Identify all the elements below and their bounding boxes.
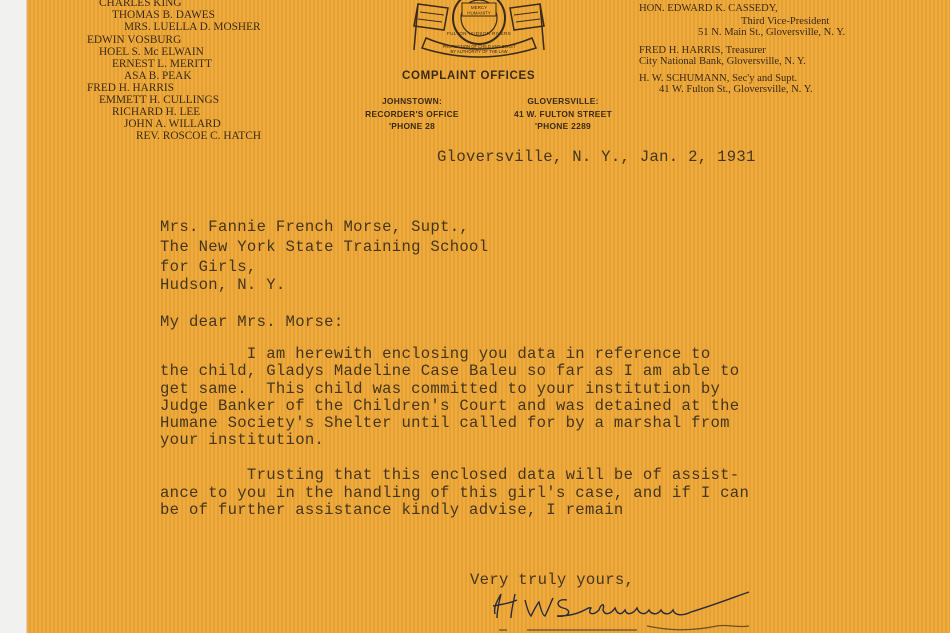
johnstown-city: JOHNSTOWN: <box>381 96 443 106</box>
officer-line: H. W. SCHUMANN, Sec'y and Supt. <box>639 73 798 84</box>
handwritten-signature <box>487 586 787 633</box>
officer-line: 41 W. Fulton St., Gloversville, N. Y. <box>659 84 813 95</box>
director-name: FRED H. HARRIS <box>87 82 174 94</box>
svg-text:PROTECTION OF CHILD AND BEAST: PROTECTION OF CHILD AND BEAST <box>442 44 516 49</box>
officer-line: Third Vice-President <box>741 16 830 27</box>
director-name: THOMAS B. DAWES <box>112 9 215 21</box>
closing: Very truly yours, <box>470 571 635 589</box>
officer-line: 51 N. Main St., Gloversville, N. Y. <box>698 27 846 38</box>
director-name: MRS. LUELLA D. MOSHER <box>124 21 261 33</box>
johnstown-office <box>353 95 471 133</box>
director-name: ERNEST L. MERITT <box>112 58 212 70</box>
director-name: EMMETT H. CULLINGS <box>99 94 219 106</box>
director-name: ASA B. PEAK <box>124 70 192 82</box>
body-line: Humane Society's Shelter until called for by a marshal from <box>160 414 730 432</box>
body-line: Judge Banker of the Children's Court and was detained at the <box>160 397 740 415</box>
body-line: I am herewith enclosing you data in reference to <box>160 345 711 363</box>
society-seal-emblem <box>400 0 558 60</box>
svg-text:HUMANITY: HUMANITY <box>467 10 491 16</box>
body-line: get same. This child was committed to your institution by <box>160 380 721 398</box>
officer-line: City National Bank, Gloversville, N. Y. <box>639 56 806 67</box>
letter-date: Gloversville, N. Y., Jan. 2, 1931 <box>437 148 756 166</box>
body-line: the child, Gladys Madeline Case Baleu so far as I am able to <box>160 362 740 380</box>
director-name: JOHN A. WILLARD <box>124 118 221 130</box>
recipient-line: for Girls, <box>160 258 257 276</box>
letter-sheet <box>27 0 950 633</box>
gloversville-phone: 'PHONE 2289 <box>534 121 592 132</box>
svg-text:MERCY: MERCY <box>470 5 488 10</box>
salutation: My dear Mrs. Morse: <box>160 313 344 331</box>
body-line: ance to you in the handling of this girl's case, and if I can <box>160 484 750 502</box>
director-name: EDWIN VOSBURG <box>87 34 182 46</box>
body-line: your institution. <box>160 431 325 449</box>
officer-line: HON. EDWARD K. CASSEDY, <box>639 3 778 14</box>
director-name: RICHARD H. LEE <box>112 106 201 118</box>
gloversville-office <box>499 95 627 133</box>
officer-line: FRED H. HARRIS, Treasurer <box>639 45 766 56</box>
svg-text:BY AUTHORITY OF THE LAW: BY AUTHORITY OF THE LAW <box>450 49 508 54</box>
gloversville-city: GLOVERSVILLE: <box>527 96 599 106</box>
recipient-line: The New York State Training School <box>160 238 489 256</box>
director-name: REV. ROSCOE C. HATCH <box>136 130 262 142</box>
recipient-line: Hudson, N. Y. <box>160 276 286 294</box>
gloversville-location: 41 W. FULTON STREET <box>514 108 612 119</box>
recipient-line: Mrs. Fannie French Morse, Supt., <box>160 218 470 236</box>
director-name: HOEL S. Mc ELWAIN <box>99 46 204 58</box>
body-line: be of further assistance kindly advise, I remain <box>160 501 624 519</box>
svg-text:FULTON·HUDSON·RIVERS: FULTON·HUDSON·RIVERS <box>446 31 512 36</box>
director-name: CHARLES KING <box>99 0 182 9</box>
johnstown-phone: 'PHONE 28 <box>388 121 436 132</box>
johnstown-location: RECORDER'S OFFICE <box>365 108 459 119</box>
body-line: Trusting that this enclosed data will be of assist- <box>160 466 740 484</box>
complaint-offices-heading: COMPLAINT OFFICES <box>402 70 536 82</box>
